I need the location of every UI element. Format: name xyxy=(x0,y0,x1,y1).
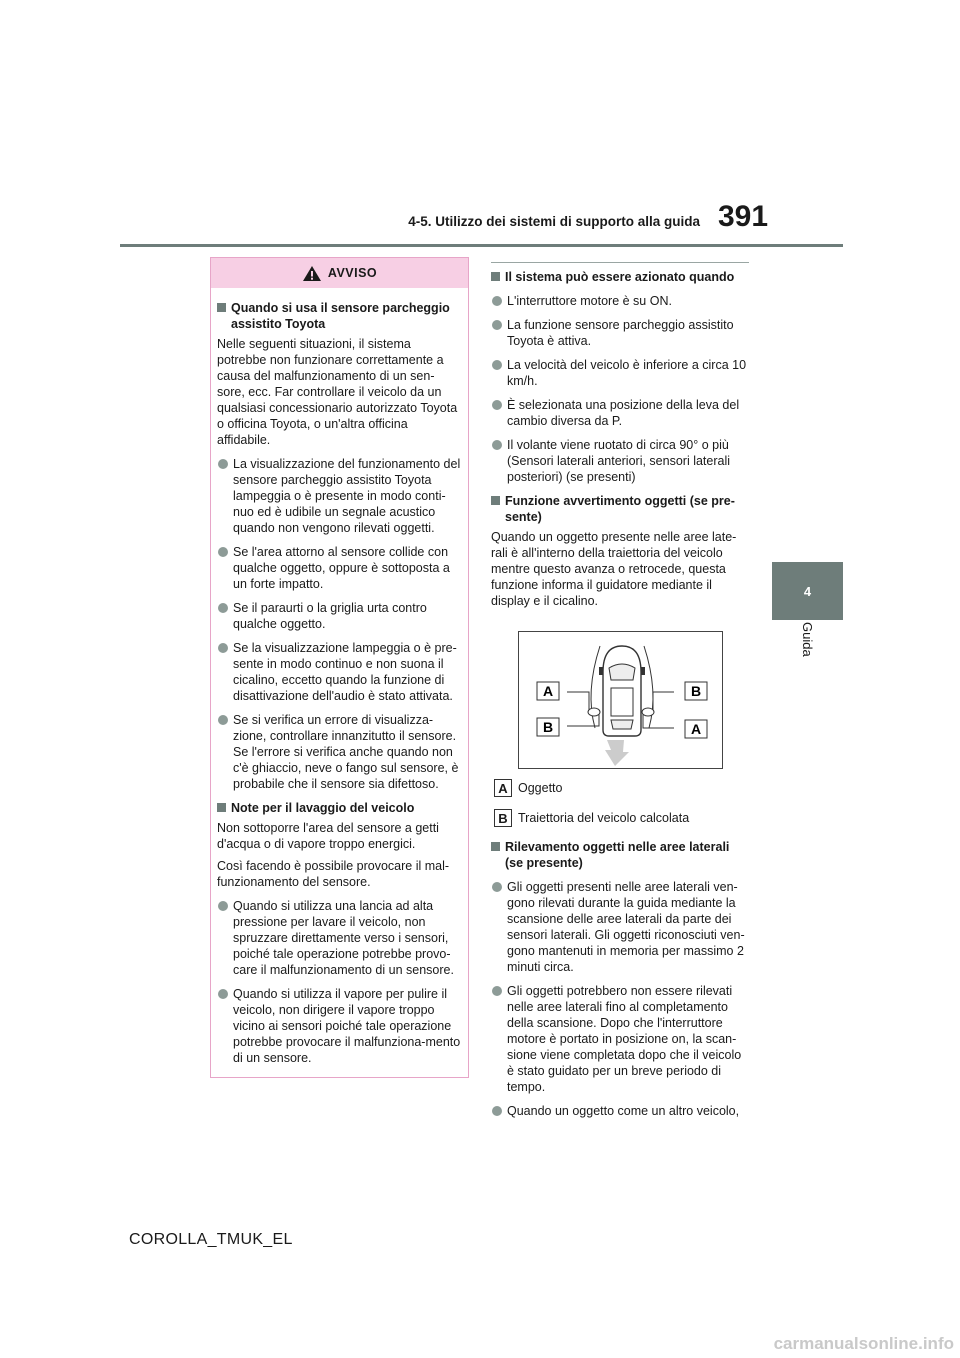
vehicle-diagram-svg xyxy=(519,632,722,768)
warning-triangle-icon xyxy=(302,265,322,282)
warning-section-heading: Note per il lavaggio del veicolo xyxy=(217,800,462,816)
right-column xyxy=(491,262,749,1127)
warning-title: AVVISO xyxy=(327,266,378,280)
vehicle-diagram xyxy=(518,631,723,769)
list-item: Quando si utilizza una lancia ad alta pressione per lavare il veicolo, non spruzzare direttamente verso i sensori, poiché tale operazione potrebbe provo-care il malfunzionamento di un sensore. xyxy=(217,898,462,978)
list-item: Quando un oggetto come un altro veicolo, xyxy=(491,1103,749,1119)
legend-key: A xyxy=(494,779,512,797)
list-item: Se si verifica un errore di visualizza-zione, controllare innanzitutto il sensore. Se l'errore si verifica anche quando non c'è ghiaccio, neve o fango sul sensore, è probabile che il sensore sia difettoso. xyxy=(217,712,462,792)
list-item: Se la visualizzazione lampeggia o è pre-sente in modo continuo e non suona il cicalino, eccetto quando la funzione di disattivazione dell'audio è stato attivata. xyxy=(217,640,462,704)
list-item: La visualizzazione del funzionamento del sensore parcheggio assistito Toyota lampeggia o è presente in modo conti-nuo ed è udibile un segnale acustico quando non vengono rilevati oggetti. xyxy=(217,456,462,536)
list-item: Gli oggetti presenti nelle aree laterali ven-gono rilevati durante la guida mediante la scansione delle aree laterali da parte dei sensori laterali. Gli oggetti riconosciuti ven-gono mantenuti in memoria per massimo 2 minuti circa. xyxy=(491,879,749,975)
list-item: È selezionata una posizione della leva del cambio diversa da P. xyxy=(491,397,749,429)
section-heading: Il sistema può essere azionato quando xyxy=(491,269,749,285)
section-heading: Funzione avvertimento oggetti (se pre-sente) xyxy=(491,493,749,525)
warning-box xyxy=(210,257,469,1078)
label-a: A xyxy=(690,721,702,737)
legend-item xyxy=(494,779,749,797)
list-item: La funzione sensore parcheggio assistito Toyota è attiva. xyxy=(491,317,749,349)
list-item: La velocità del veicolo è inferiore a circa 10 km/h. xyxy=(491,357,749,389)
label-b: B xyxy=(690,683,702,699)
watermark: carmanualsonline.info xyxy=(773,1334,954,1353)
paragraph: Nelle seguenti situazioni, il sistema potrebbe non funzionare correttamente a causa del malfunzionamento di un sen-sore, ecc. Far controllare il veicolo da un qualsiasi concessionario autorizzato Toyota o officina Toyota, o un'altra officina affidabile. xyxy=(217,337,458,447)
label-b: B xyxy=(542,719,554,735)
list-item: Se il paraurti o la griglia urta contro qualche oggetto. xyxy=(217,600,462,632)
chapter-label: Guida xyxy=(800,622,815,657)
paragraph: Non sottoporre l'area del sensore a getti d'acqua o di vapore troppo energici. xyxy=(217,821,439,851)
chapter-number: 4 xyxy=(803,583,812,599)
document-code: COROLLA_TMUK_EL xyxy=(129,1231,293,1248)
section-heading: Rilevamento oggetti nelle aree laterali (se presente) xyxy=(491,839,749,871)
section-title: 4-5. Utilizzo dei sistemi di supporto alla guida xyxy=(408,214,700,229)
warning-header xyxy=(211,258,468,288)
divider xyxy=(491,262,749,263)
paragraph: Così facendo è possibile provocare il mal-funzionamento del sensore. xyxy=(217,859,450,889)
legend-text: Traiettoria del veicolo calcolata xyxy=(518,811,690,825)
list-item: L'interruttore motore è su ON. xyxy=(491,293,749,309)
paragraph: Quando un oggetto presente nelle aree late-rali è all'interno della traiettoria del veicolo mentre questo avanza o retrocede, questa funzione informa il guidatore mediante il display e il cicalino. xyxy=(491,530,737,608)
chapter-tab[interactable] xyxy=(772,562,843,620)
page-number: 391 xyxy=(718,200,769,233)
label-a: A xyxy=(542,683,554,699)
legend-item xyxy=(494,809,749,827)
list-item: Quando si utilizza il vapore per pulire il veicolo, non dirigere il vapore troppo vicino ai sensori poiché tale operazione potrebbe provocare il malfunziona-mento di un sensore. xyxy=(217,986,462,1066)
legend-text: Oggetto xyxy=(518,781,563,795)
legend-key: B xyxy=(494,809,512,827)
warning-section-heading: Quando si usa il sensore parcheggio assistito Toyota xyxy=(217,300,462,332)
header-rule xyxy=(120,244,843,247)
list-item: Se l'area attorno al sensore collide con qualche oggetto, oppure è sottoposta a un forte impatto. xyxy=(217,544,462,592)
list-item: Gli oggetti potrebbero non essere rilevati nelle aree laterali fino al completamento della scansione. Dopo che l'interruttore motore è portato in posizione on, la scan-sione viene completata dopo che il veicolo è stato guidato per un breve periodo di tempo. xyxy=(491,983,749,1095)
list-item: Il volante viene ruotato di circa 90° o più (Sensori laterali anteriori, sensori laterali posteriori) (se presenti) xyxy=(491,437,749,485)
